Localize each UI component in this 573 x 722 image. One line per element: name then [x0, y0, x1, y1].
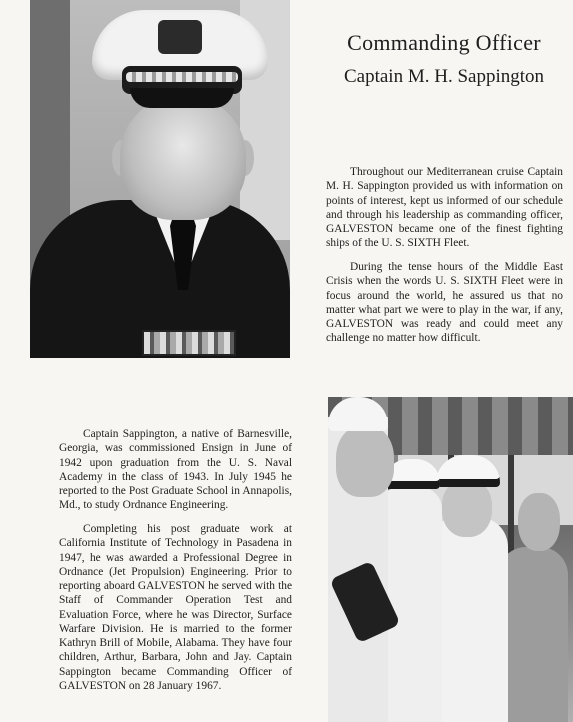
captain-portrait-photo: [30, 0, 290, 358]
paragraph-cruise: Throughout our Mediterranean cruise Captain M. H. Sappington provided us with information on points of interest, kept us informed of our schedule and through his leadership as commanding officer, GALVESTON became one of the finest fighting ships of the U. S. SIXTH Fleet.: [326, 166, 563, 250]
paragraph-biography: Captain Sappington, a native of Barnesville, Georgia, was commissioned Ensign in June of 1942 upon graduation from the U. S. Naval Academy in the class of 1943. In July 1945 he reported to the Post Graduate School in Annapolis, Md., to study Ordnance Engineering.: [59, 428, 292, 512]
ship-bridge-photo: [328, 397, 573, 722]
paragraph-crisis: During the tense hours of the Middle East Crisis when the words U. S. SIXTH Fleet were in focus around the world, he assured us that no matter what part we were to play in the war, if any, GALVESTON was ready and could meet any challenge no matter how difficult.: [326, 261, 563, 345]
page-title: Commanding Officer: [347, 30, 541, 55]
page-subtitle: Captain M. H. Sappington: [343, 66, 545, 87]
paragraph-career: Completing his post graduate work at California Institute of Technology in Pasadena in 1947, he was awarded a Professional Degree in Ordnance (Jet Propulsion) Engineering. Prior to reporting aboard GALVESTON he served with the Staff of Commander Operation Test and Evaluation Force, where he was Director, Surface Warfare Division. He is married to the former Kathryn Brill of Mobile, Alabama. They have four children, Arthur, Barbara, John and Jay. Captain Sappington became Commanding Officer of GALVESTON on 28 January 1967.: [59, 523, 292, 692]
